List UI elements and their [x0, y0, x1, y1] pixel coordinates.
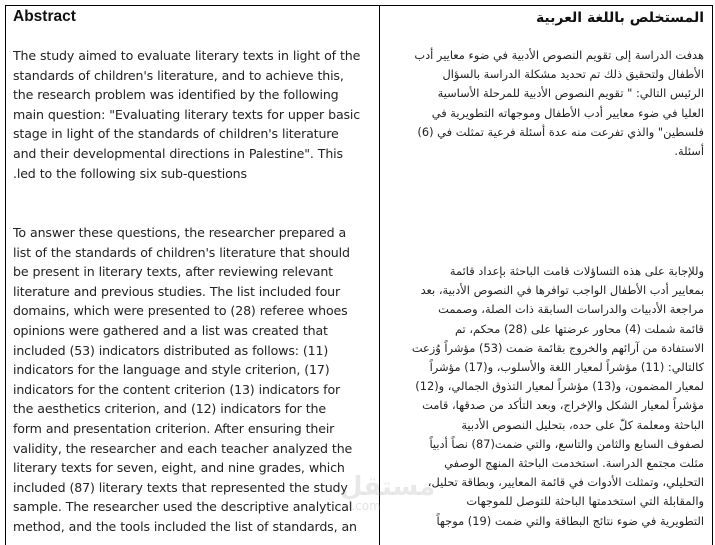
text-line: الاستفادة من آرائهم والخروج بقائمة ضمت (53) مؤشراً وُزعت [411, 340, 704, 355]
text-line: and their developmental directions in Palestine". This [13, 145, 343, 161]
text-line: كالتالي: (11) مؤشراً لمعيار اللغة والأسلوب، و(17) مؤشراً [429, 360, 704, 375]
text-line: هدفت الدراسة إلى تقويم النصوص الأدبية في ضوء معايير أدب [414, 48, 704, 62]
text-line: The study aimed to evaluate literary texts in light of the [13, 48, 361, 63]
text-line: be present in literary texts, after reviewing relevant [13, 264, 333, 280]
arabic-abstract-heading: المستخلص باللغة العربية [535, 10, 704, 26]
text-line: الباحثة ومعلمة كلّ على حده، بتحليل النصوص الأدبية [461, 417, 704, 432]
text-line: standards of children's literature, and to achieve this, [13, 67, 344, 83]
text-line: indicators for the content criterion (13) indicators for [13, 381, 341, 397]
text-line: form and presentation criterion. After ensuring their [13, 420, 335, 436]
text-line: included (87) literary texts that represented the study [13, 479, 348, 495]
text-line: literary texts for seven, eight, and nine grades, which [13, 460, 345, 476]
english-paragraph-2 [13, 223, 379, 537]
english-paragraph-1 [13, 46, 379, 183]
text-line: والمقابلة التي استخدمتها الباحثة للتوصل للموجهات [466, 494, 704, 509]
text-line: indicators for the language and style criterion, (17) [13, 362, 330, 378]
text-line: the aesthetics criterion, and (12) indicators for the [13, 401, 326, 417]
arabic-paragraph-2 [386, 262, 704, 531]
text-line: main question: "Evaluating literary texts for upper basic [13, 106, 361, 122]
abstract-table [5, 5, 713, 545]
text-line: بمعايير أدب الأطفال الواجب توافرها في النصوص الأدبية، بعد [420, 283, 704, 298]
text-line: included (53) indicators distributed as follows: (11) [13, 342, 329, 358]
english-abstract-column [6, 6, 380, 545]
text-line: قائمة شملت (4) محاور عرضتها على (28) محكم، تم [454, 321, 704, 336]
text-line: لصفوف السابع والثامن والتاسع، والتي ضمت(87) نصاً أدبياً [429, 436, 704, 451]
text-line: validity, the researcher and each teacher analyzed the [13, 440, 353, 456]
text-line: the research problem was identified by the following [13, 87, 339, 103]
arabic-abstract-column [380, 6, 712, 545]
text-line: التحليلي، وتمثلت الأدوات في قائمة المعايير، وبطاقة تحليل، [427, 475, 704, 490]
text-line: أسئلة. [674, 144, 704, 159]
text-line: لمعيار المضمون، و(13) مؤشراً لمعيار التذوق الجمالي، و(12) [415, 379, 704, 394]
arabic-paragraph-1 [386, 46, 704, 161]
english-abstract-heading: Abstract [13, 8, 76, 25]
text-line: مراجعة الأدبيات والدراسات السابقة ذات الصلة، وصممت [438, 302, 704, 317]
text-line: .led to the following six sub-questions [13, 165, 247, 181]
text-line: فلسطين" والذي تفرعت منه عدة أسئلة فرعية تمثلت في (6) [417, 124, 704, 139]
text-line: list of the standards of children's literature that should [13, 244, 350, 260]
text-line: مثلت مجتمع الدراسة. استخدمت الباحثة المنهج الوصفي [444, 456, 704, 471]
text-line: sample. The researcher used the descriptive analytical [13, 499, 353, 515]
text-line: stage in light of the standards of children's literature [13, 126, 339, 142]
text-line: الرئيس التالي: " تقويم النصوص الأدبية للمرحلة الأساسية [437, 86, 704, 101]
text-line: method, and the tools included the list of standards, an [13, 518, 357, 534]
text-line: To answer these questions, the researcher prepared a [13, 225, 347, 240]
watermark-logo: مستقل [340, 472, 436, 502]
watermark-domain: l.com [348, 499, 381, 513]
text-line: literature and previous studies. The list included four [13, 283, 340, 299]
text-line: opinions were gathered and a list was created that [13, 322, 328, 338]
text-line: مؤشراً لمعيار الشكل والإخراج، وبعد التأكد من صدقها، قامت [422, 398, 704, 413]
text-line: domains, which were presented to (28) referee whoes [13, 303, 348, 319]
text-line: وللإجابة على هذه التساؤلات قامت الباحثة بإعداد قائمة [449, 264, 704, 278]
text-line: العليا في ضوء معايير أدب الأطفال وموجهاته التطويرية في [431, 105, 704, 120]
text-line: التطويرية في ضوء نتائج البطاقة والتي ضمت (19) موجهاً [436, 513, 704, 528]
text-line: الأطفال ولتحقيق ذلك تم تحديد مشكلة الدراسة بالسؤال [442, 67, 704, 82]
